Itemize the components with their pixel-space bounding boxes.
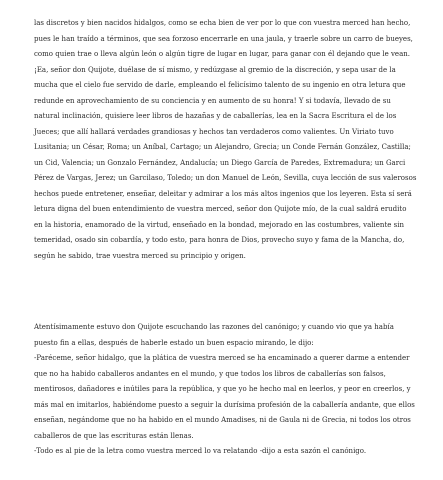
text-block-bottom <box>34 320 417 460</box>
paragraph: las discretos y bien nacidos hidalgos, como se echa bien de ver por lo que con vuestra merced han hecho, pues le han traído a términos, que sea forzoso encerrarle en una jaula, y traerle sobre un carro de bueyes, como quien trae o lleva algún león o algún tigre de lugar en lugar, para ganar con él dejando que le vean. ¡Ea, señor don Quijote, duélase de sí mismo, y redúzgase al gremio de la discreción, y sepa usar de la mucha que el cielo fue servido de darle, empleando el felicísimo talento de su ingenio en otra letura que redunde en aprovechamiento de su conciencia y en aumento de su honra! Y si todavía, llevado de su natural inclinación, quisiere leer libros de hazañas y de caballerías, lea en la Sacra Escritura el de los Jueces; que allí hallará verdades grandiosas y hechos tan verdaderos como valientes. Un Viriato tuvo Lusitania; un César, Roma; un Aníbal, Cartago; un Alejandro, Grecia; un Conde Fernán González, Castilla; un Cid, Valencia; un Gonzalo Fernández, Andalucía; un Diego García de Paredes, Extremadura; un Garci Pérez de Vargas, Jerez; un Garcilaso, Toledo; un don Manuel de León, Sevilla, cuya lección de sus valerosos hechos puede entretener, enseñar, deleitar y admirar a los más altos ingenios que los leyeren. Esta sí será letura digna del buen entendimiento de vuestra merced, señor don Quijote mío, de la cual saldrá erudito en la historia, enamorado de la virtud, enseñado en la bondad, mejorado en las costumbres, valiente sin temeridad, osado sin cobardía, y todo esto, para honra de Dios, provecho suyo y fama de la Mancha, do, según he sabido, trae vuestra merced su principio y origen. <box>34 19 417 260</box>
paragraph: -Todo es al pie de la letra como vuestra merced lo va relatando -dijo a esta sazón el canónigo. <box>34 447 367 455</box>
text-block-top <box>34 16 417 264</box>
paragraph: Atentísimamente estuvo don Quijote escuchando las razones del canónigo; y cuando vio que ya había puesto fin a ellas, después de haberle estado un buen espacio mirando, le dijo: <box>34 323 394 347</box>
paragraph: -Paréceme, señor hidalgo, que la plática de vuestra merced se ha encaminado a querer darme a entender que no ha habido caballeros andantes en el mundo, y que todos los libros de caballerías son falsos, mentirosos, dañadores e inútiles para la república, y que yo he hecho mal en leerlos, y peor en creerlos, y más mal en imitarlos, habiéndome puesto a seguir la durísima profesión de la caballería andante, que ellos enseñan, negándome que no ha habido en el mundo Amadises, ni de Gaula ni de Grecia, ni todos los otros caballeros de que las escrituras están llenas. <box>34 354 415 440</box>
